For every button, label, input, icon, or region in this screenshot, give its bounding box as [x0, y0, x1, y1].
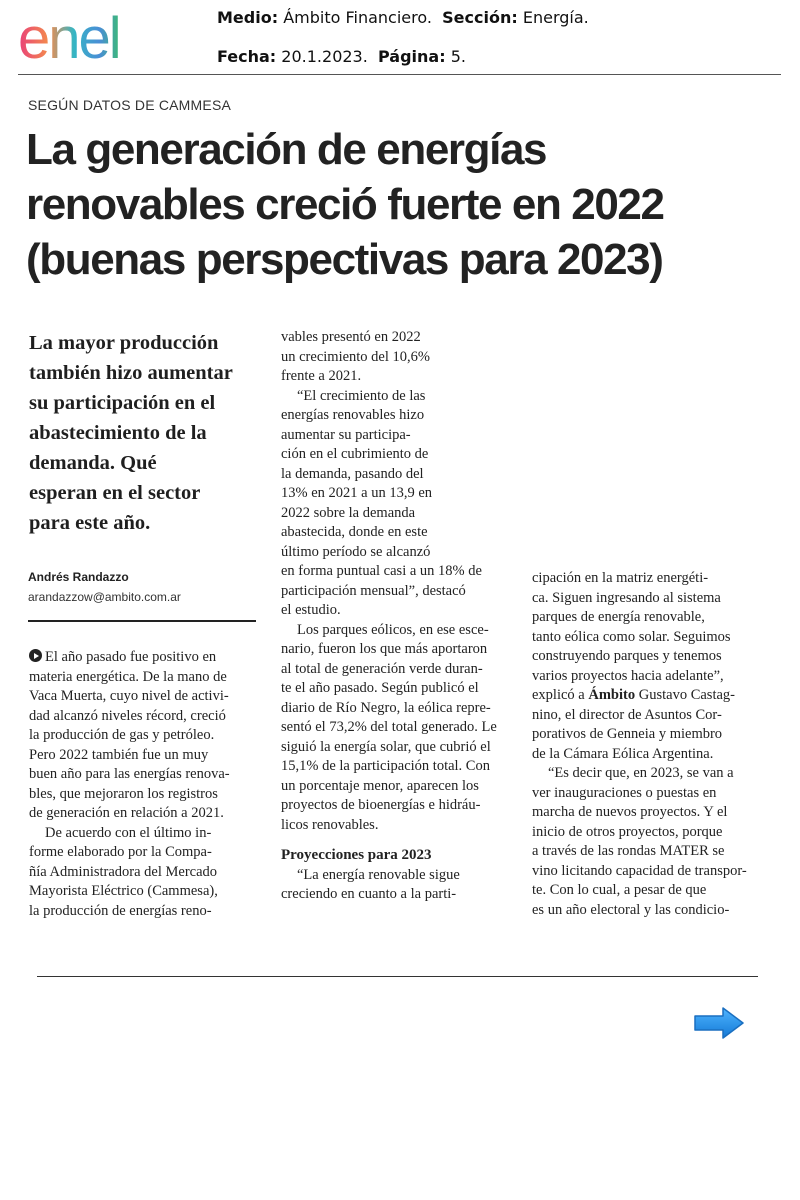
lead-line: su participación en el — [29, 392, 216, 414]
body-line: 13% en 2021 a un 13,9 en — [281, 485, 433, 501]
body-text: El año pasado fue positivo en — [45, 649, 217, 665]
body-line: “Es decir que, en 2023, se van a — [548, 765, 734, 781]
body-line: Vaca Muerta, cuyo nivel de activi- — [29, 688, 229, 704]
meta-fecha-pagina — [217, 47, 466, 66]
body-line: vino licitando capacidad de transpor- — [532, 862, 747, 879]
body-line: 15,1% de la participación total. Con — [281, 758, 490, 774]
seccion-label: Sección: — [442, 8, 518, 27]
enel-logo — [16, 12, 176, 68]
lead-line: para este año. — [29, 512, 151, 534]
body-line: un porcentaje menor, aparecen los — [281, 777, 479, 794]
body-column-2 — [281, 328, 513, 905]
body-line: marcha de nuevos proyectos. Y el — [532, 804, 728, 820]
body-line: último período se alcanzó — [281, 543, 431, 560]
body-line: Mayorista Eléctrico (Cammesa), — [29, 883, 218, 899]
play-bullet-icon — [29, 649, 42, 662]
body-text: Gustavo Castag- — [635, 687, 735, 703]
body-line: inicio de otros proyectos, porque — [532, 823, 723, 840]
body-line: varios proyectos hacia adelante”, — [532, 667, 724, 684]
body-line: es un año electoral y las condicio- — [532, 901, 730, 918]
lead-line: también hizo aumentar — [29, 362, 233, 384]
body-line: te. Con lo cual, a pesar de que — [532, 882, 707, 898]
body-line: proyectos de bioenergías e hidráu- — [281, 797, 481, 813]
body-line: de la Cámara Eólica Argentina. — [532, 745, 714, 762]
body-line: abastecida, donde en este — [281, 524, 428, 540]
body-line: Pero 2022 también fue un muy — [29, 746, 209, 763]
headline — [26, 122, 786, 287]
body-line: frente a 2021. — [281, 368, 362, 384]
body-line: porativos de Genneia y miembro — [532, 726, 723, 742]
footer-divider — [37, 976, 758, 977]
body-line: en forma puntual casi a un 18% de — [281, 563, 482, 579]
body-line: construyendo parques y tenemos — [532, 648, 722, 664]
body-line: forme elaborado por la Compa- — [29, 844, 212, 860]
body-line: ca. Siguen ingresando al sistema — [532, 589, 721, 606]
body-line: tanto eólica como solar. Seguimos — [532, 628, 731, 645]
body-line: un crecimiento del 10,6% — [281, 348, 430, 365]
body-line: la demanda, pasando del — [281, 465, 424, 482]
body-line: materia energética. De la mano de — [29, 668, 227, 685]
body-line — [29, 648, 261, 668]
body-column-1 — [29, 648, 261, 921]
headline-line: renovables creció fuerte en 2022 — [26, 180, 664, 229]
body-line: la producción de gas y petróleo. — [29, 727, 215, 743]
lead-line: esperan en el sector — [29, 482, 201, 504]
body-line: ver inauguraciones o puestas en — [532, 784, 717, 801]
body-line: participación mensual”, destacó — [281, 582, 466, 599]
body-line: la producción de energías reno- — [29, 902, 212, 919]
body-line: parques de energía renovable, — [532, 609, 705, 625]
section-subhead: Proyecciones para 2023 — [281, 847, 432, 863]
body-line: “El crecimiento de las — [297, 387, 426, 404]
header-divider — [18, 74, 781, 75]
body-line: “La energía renovable sigue — [297, 866, 460, 883]
body-line: bles, que mejoraron los registros — [29, 785, 218, 802]
body-text: explicó a — [532, 687, 589, 703]
body-line: sentó el 73,2% del total generado. Le — [281, 719, 497, 735]
body-line: nario, fueron los que más aportaron — [281, 641, 488, 657]
body-line: creciendo en cuanto a la parti- — [281, 886, 457, 902]
body-line: ñía Administradora del Mercado — [29, 863, 218, 880]
body-line: Los parques eólicos, en ese esce- — [297, 621, 489, 638]
svg-text:enel: enel — [18, 12, 120, 68]
body-line: aumentar su participa- — [281, 426, 411, 443]
body-line: licos renovables. — [281, 816, 379, 833]
body-line: a través de las rondas MATER se — [532, 843, 725, 859]
lead-line: demanda. Qué — [29, 452, 157, 474]
seccion-value: Energía. — [522, 8, 589, 27]
body-line: nino, el director de Asuntos Cor- — [532, 706, 722, 723]
author-name: Andrés Randazzo — [28, 570, 129, 584]
lead-line: abastecimiento de la — [29, 422, 207, 444]
body-line: al total de generación verde duran- — [281, 660, 483, 677]
body-line: energías renovables hizo — [281, 407, 425, 423]
next-page-arrow-icon[interactable] — [693, 1006, 745, 1040]
headline-line: (buenas perspectivas para 2023) — [26, 235, 663, 284]
lead-line: La mayor producción — [29, 332, 219, 354]
meta-medio-seccion — [217, 8, 589, 27]
body-line: el estudio. — [281, 602, 341, 618]
headline-line: La generación de energías — [26, 125, 547, 174]
body-line: diario de Río Negro, la eólica repre- — [281, 699, 491, 716]
publication-name: Ámbito — [588, 687, 636, 703]
body-line: dad alcanzó niveles récord, creció — [29, 707, 226, 724]
body-line: ción en el cubrimiento de — [281, 446, 429, 462]
medio-value: Ámbito Financiero. — [283, 8, 432, 27]
body-line — [532, 686, 764, 706]
fecha-value: 20.1.2023. — [281, 47, 368, 66]
body-line: siguió la energía solar, que cubrió el — [281, 738, 491, 755]
fecha-label: Fecha: — [217, 47, 277, 66]
body-line: de generación en relación a 2021. — [29, 805, 224, 821]
body-line: te el año pasado. Según publicó el — [281, 680, 479, 696]
pagina-label: Página: — [377, 47, 446, 66]
byline-divider — [28, 620, 256, 622]
author-email: arandazzow@ambito.com.ar — [28, 590, 181, 604]
lead-paragraph — [29, 328, 264, 538]
body-line: De acuerdo con el último in- — [45, 824, 212, 841]
body-column-3 — [532, 569, 764, 920]
body-line: buen año para las energías renova- — [29, 766, 230, 782]
medio-label: Medio: — [217, 8, 279, 27]
pagina-value: 5. — [450, 47, 466, 66]
body-line: cipación en la matriz energéti- — [532, 570, 709, 586]
body-line: 2022 sobre la demanda — [281, 504, 416, 521]
body-line: vables presentó en 2022 — [281, 329, 421, 345]
kicker: SEGÚN DATOS DE CAMMESA — [28, 97, 232, 113]
